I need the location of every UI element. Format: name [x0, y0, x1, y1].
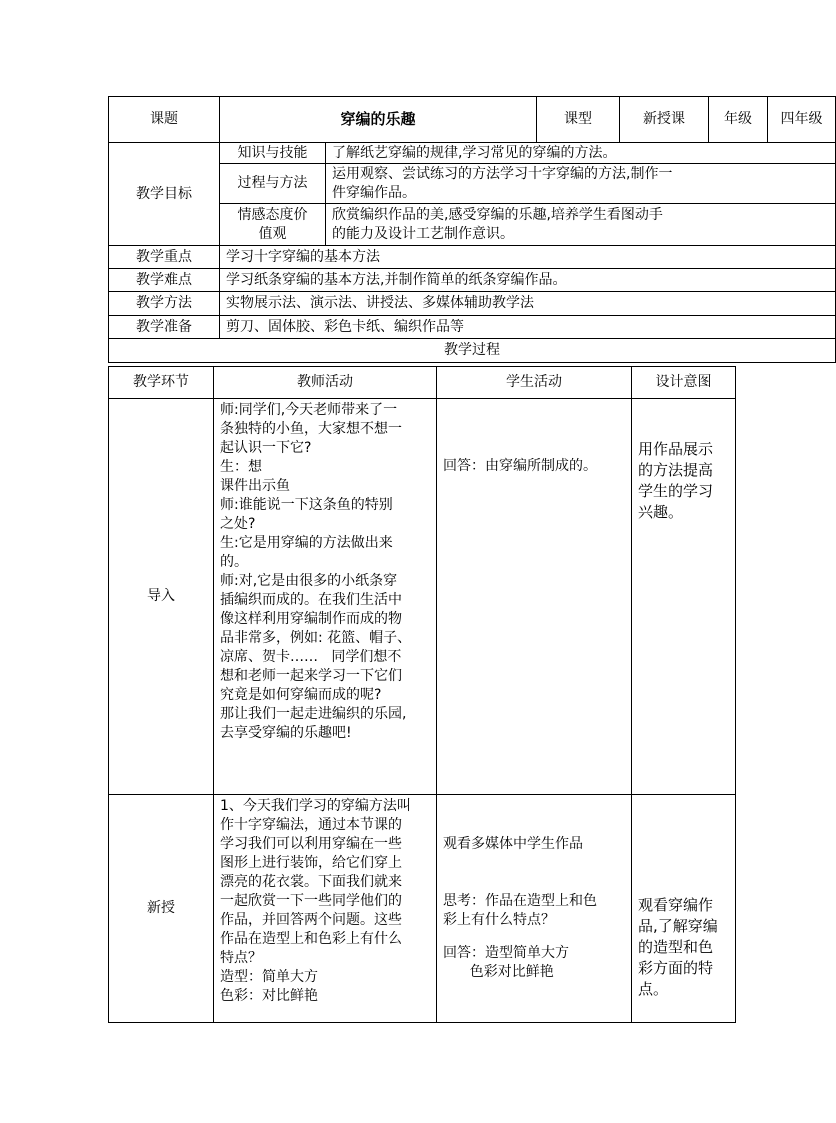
text-line: 点。 — [638, 980, 669, 998]
text-line: 凉席、贺卡…… 同学们想不 — [220, 649, 402, 665]
info-label: 教学准备 — [109, 316, 220, 339]
info-row — [109, 246, 836, 269]
process-title: 教学过程 — [109, 339, 836, 363]
text-line: 起认识一下它? — [220, 440, 312, 456]
goals-label: 教学目标 — [109, 143, 220, 246]
goal-text: 了解纸艺穿编的规律,学习常见的穿编的方法。 — [326, 143, 836, 164]
text-line: 一起欣赏一下一些同学他们的 — [220, 893, 402, 909]
spacer — [443, 930, 627, 944]
type-value: 新授课 — [620, 97, 709, 143]
text-line: 的造型和色 — [638, 938, 714, 956]
text-line: 的。 — [220, 554, 248, 570]
column-header: 教师活动 — [214, 367, 437, 399]
text-line: 插编织而成的。在我们生活中 — [220, 592, 402, 608]
text-line: 彩上有什么特点？ — [443, 912, 555, 928]
text-line: 观看穿编作 — [638, 896, 714, 914]
text-line: 的方法提高 — [638, 461, 714, 479]
text-line: 色彩对比鲜艳 — [443, 964, 554, 980]
info-value: 实物展示法、演示法、讲授法、多媒体辅助教学法 — [220, 292, 836, 316]
goal-name — [220, 204, 326, 246]
process-row — [109, 399, 736, 795]
design-intent — [632, 795, 736, 1023]
text-line: 课件出示鱼 — [220, 478, 290, 494]
column-header: 学生活动 — [437, 367, 632, 399]
goal-text-line: 件穿编作品。 — [332, 184, 416, 201]
text-line: 究竟是如何穿编而成的呢? — [220, 687, 382, 703]
stage-cell: 新授 — [109, 795, 214, 1023]
text-line: 师:对,它是由很多的小纸条穿 — [220, 573, 398, 589]
info-row — [109, 316, 836, 339]
text-line: 漂亮的花衣裳。下面我们就来 — [220, 874, 402, 890]
text-line: 1、今天我们学习的穿编方法叫 — [220, 798, 411, 814]
goal-text-line: 的能力及设计工艺制作意识。 — [332, 225, 514, 242]
text-line: 那让我们一起走进编织的乐园, — [220, 706, 407, 722]
text-line: 回答：由穿编所制成的。 — [443, 458, 597, 474]
info-row — [109, 269, 836, 292]
info-value: 剪刀、固体胶、彩色卡纸、编织作品等 — [220, 316, 836, 339]
process-row — [109, 795, 736, 1023]
info-value: 学习纸条穿编的基本方法,并制作简单的纸条穿编作品。 — [220, 269, 836, 292]
text-line: 造型：简单大方 — [220, 969, 318, 985]
column-header: 设计意图 — [632, 367, 736, 399]
goal-text — [326, 164, 836, 204]
goal-name: 知识与技能 — [220, 143, 326, 164]
text-line: 之处? — [220, 516, 256, 532]
design-intent — [632, 399, 736, 795]
text-line: 师:谁能说一下这条鱼的特别 — [220, 497, 393, 513]
text-line: 生：想 — [220, 459, 262, 475]
goal-name-line: 值观 — [258, 225, 287, 242]
text-line: 回答：造型简单大方 — [443, 945, 569, 961]
text-line: 用作品展示 — [638, 440, 714, 458]
lesson-info-table — [108, 96, 836, 363]
lesson-title: 穿编的乐趣 — [220, 97, 537, 143]
grade-value: 四年级 — [768, 97, 836, 143]
student-activity — [437, 399, 632, 795]
stage-cell: 导入 — [109, 399, 214, 795]
text-line: 学生的学习 — [638, 482, 714, 500]
goal-name: 过程与方法 — [220, 164, 326, 204]
text-line: 生:它是用穿编的方法做出来 — [220, 535, 393, 551]
text-line: 条独特的小鱼，大家想不想一 — [220, 421, 402, 437]
goal-text-line: 欣赏编织作品的美,感受穿编的乐趣,培养学生看图动手 — [332, 206, 663, 223]
text-line: 特点？ — [220, 950, 262, 966]
grade-label: 年级 — [709, 97, 768, 143]
text-line: 想和老师一起来学习一下它们 — [220, 668, 402, 684]
text-line: 思考：作品在造型上和色 — [443, 893, 597, 909]
text-line: 图形上进行装饰，给它们穿上 — [220, 855, 402, 871]
text-line: 作品，并回答两个问题。这些 — [220, 912, 402, 928]
text-line: 学习我们可以利用穿编在一些 — [220, 836, 402, 852]
text-line: 作品在造型上和色彩上有什么 — [220, 931, 402, 947]
goal-name-line: 情感态度价 — [237, 206, 308, 223]
info-label: 教学重点 — [109, 246, 220, 269]
column-header: 教学环节 — [109, 367, 214, 399]
text-line: 色彩：对比鲜艳 — [220, 988, 318, 1004]
info-row — [109, 292, 836, 316]
type-label: 课型 — [537, 97, 620, 143]
text-line: 品,了解穿编 — [638, 917, 718, 935]
text-line: 兴趣。 — [638, 503, 684, 521]
teacher-activity — [214, 399, 437, 795]
text-line: 品非常多，例如: 花篮、帽子、 — [220, 630, 412, 646]
process-table — [108, 366, 736, 1023]
text-line: 观看多媒体中学生作品 — [443, 836, 583, 852]
text-line: 像这样利用穿编制作而成的物 — [220, 611, 402, 627]
goal-text-line: 运用观察、尝试练习的方法学习十字穿编的方法,制作一 — [332, 165, 673, 182]
text-line: 去享受穿编的乐趣吧! — [220, 725, 352, 741]
text-line: 彩方面的特 — [638, 959, 714, 977]
info-value: 学习十字穿编的基本方法 — [220, 246, 836, 269]
process-header-row — [109, 367, 736, 399]
goal-text — [326, 204, 836, 246]
header-row — [109, 97, 836, 143]
goal-row — [109, 143, 836, 164]
info-label: 教学难点 — [109, 269, 220, 292]
text-line: 师:同学们,今天老师带来了一 — [220, 402, 398, 418]
info-label: 教学方法 — [109, 292, 220, 316]
student-activity — [437, 795, 632, 1023]
process-title-row — [109, 339, 836, 363]
text-line: 作十字穿编法，通过本节课的 — [220, 817, 402, 833]
spacer — [443, 854, 627, 892]
teacher-activity — [214, 795, 437, 1023]
topic-label: 课题 — [109, 97, 220, 143]
